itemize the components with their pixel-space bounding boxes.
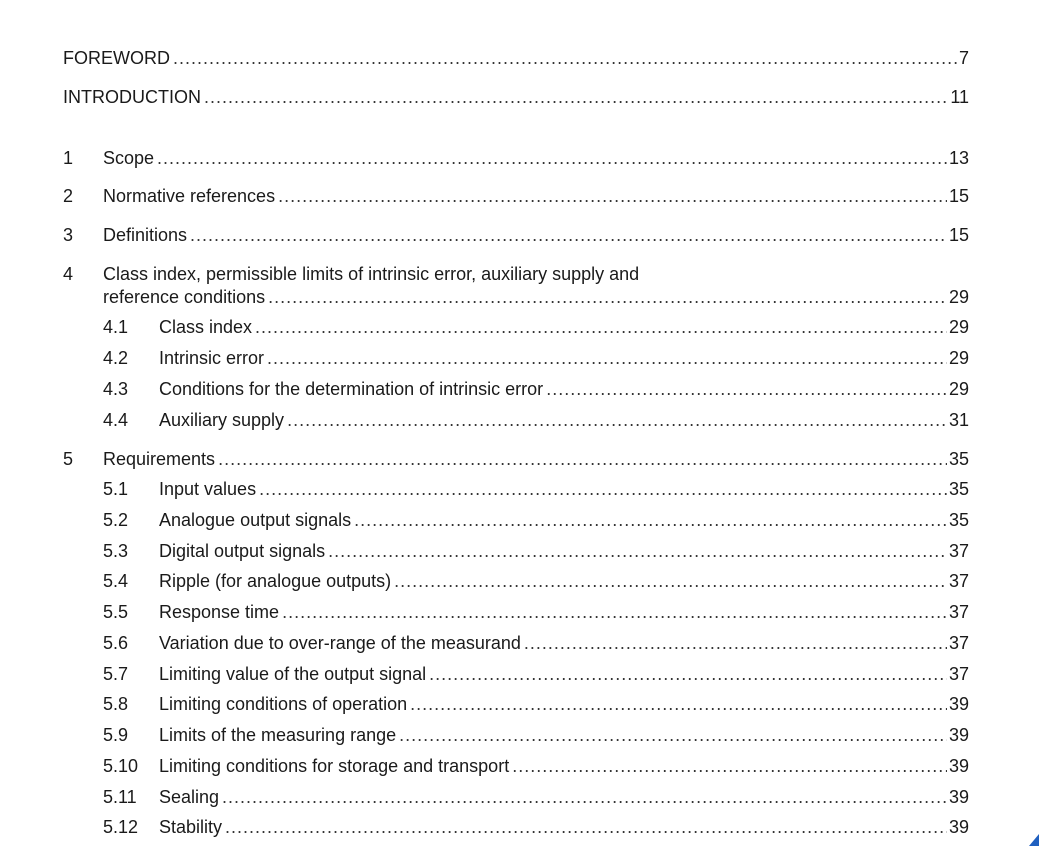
toc-page-number: 39 xyxy=(948,787,969,807)
toc-number: 4.2 xyxy=(103,348,129,368)
toc-title: INTRODUCTION xyxy=(63,85,204,109)
toc-leader xyxy=(328,539,947,563)
toc-number: 4.4 xyxy=(103,410,129,430)
toc-page-number: 39 xyxy=(948,817,969,837)
toc-number: 5.5 xyxy=(103,602,129,622)
toc-number: 3 xyxy=(63,225,74,245)
toc-entry-5-6[interactable] xyxy=(103,631,969,655)
toc-leader xyxy=(394,569,947,593)
toc-number: 5.3 xyxy=(103,541,129,561)
toc-title: Scope xyxy=(103,146,157,170)
toc-leader xyxy=(268,285,947,309)
toc-leader xyxy=(399,723,947,747)
toc-title: Ripple (for analogue outputs) xyxy=(159,569,394,593)
toc-page-number: 37 xyxy=(948,571,969,591)
toc-title: Analogue output signals xyxy=(159,508,354,532)
toc-leader xyxy=(524,631,947,655)
toc-title-continuation: reference conditions xyxy=(103,285,268,309)
toc-leader xyxy=(429,662,947,686)
page-corner-marker xyxy=(1029,834,1039,846)
toc-entry-4-2[interactable] xyxy=(103,346,969,370)
toc-number: 5.9 xyxy=(103,725,129,745)
toc-number: 4 xyxy=(63,264,74,284)
toc-page-number: 37 xyxy=(948,664,969,684)
toc-leader xyxy=(190,223,947,247)
toc-entry-4-1[interactable] xyxy=(103,315,969,339)
toc-number: 5.1 xyxy=(103,479,129,499)
toc-entry-5-1[interactable] xyxy=(103,477,969,501)
toc-leader xyxy=(255,315,947,339)
toc-title: Class index, permissible limits of intrinsic error, auxiliary supply and xyxy=(103,262,642,286)
toc-title: Auxiliary supply xyxy=(159,408,287,432)
toc-entry-5[interactable] xyxy=(63,447,969,471)
toc-number: 5.8 xyxy=(103,694,129,714)
toc-title: Definitions xyxy=(103,223,190,247)
toc-entry-5-2[interactable] xyxy=(103,508,969,532)
toc-leader xyxy=(410,692,947,716)
toc-leader xyxy=(225,815,947,839)
toc-leader xyxy=(173,46,957,70)
toc-title: Variation due to over-range of the measurand xyxy=(159,631,524,655)
toc-page-number: 35 xyxy=(948,479,969,499)
toc-entry-5-4[interactable] xyxy=(103,569,969,593)
toc-entry-5-8[interactable] xyxy=(103,692,969,716)
toc-page-number: 37 xyxy=(948,541,969,561)
toc-entry-3[interactable] xyxy=(63,223,969,247)
toc-number: 5 xyxy=(63,449,74,469)
toc-leader xyxy=(512,754,947,778)
toc-page-number: 37 xyxy=(948,602,969,622)
toc-number: 4.1 xyxy=(103,317,129,337)
toc-number: 5.10 xyxy=(103,756,139,776)
toc-number: 4.3 xyxy=(103,379,129,399)
toc-number: 5.7 xyxy=(103,664,129,684)
toc-title: Limiting conditions of operation xyxy=(159,692,410,716)
toc-page-number: 15 xyxy=(948,225,969,245)
toc-leader xyxy=(546,377,947,401)
toc-entry-5-9[interactable] xyxy=(103,723,969,747)
toc-entry-4-line1[interactable] xyxy=(63,262,969,286)
toc-title: Class index xyxy=(159,315,255,339)
toc-leader xyxy=(267,346,947,370)
toc-number: 5.2 xyxy=(103,510,129,530)
toc-title: Response time xyxy=(159,600,282,624)
toc-title: FOREWORD xyxy=(63,46,173,70)
toc-page-number: 29 xyxy=(948,317,969,337)
toc-page-number: 39 xyxy=(948,756,969,776)
toc-title: Limiting value of the output signal xyxy=(159,662,429,686)
toc-entry-introduction[interactable] xyxy=(63,85,969,109)
toc-entry-4-3[interactable] xyxy=(103,377,969,401)
toc-entry-5-5[interactable] xyxy=(103,600,969,624)
toc-title: Conditions for the determination of intrinsic error xyxy=(159,377,546,401)
toc-number: 1 xyxy=(63,148,74,168)
toc-entry-4-4[interactable] xyxy=(103,408,969,432)
toc-leader xyxy=(278,184,947,208)
toc-number: 5.4 xyxy=(103,571,129,591)
toc-title: Input values xyxy=(159,477,259,501)
toc-entry-1[interactable] xyxy=(63,146,969,170)
toc-leader xyxy=(222,785,947,809)
toc-entry-5-3[interactable] xyxy=(103,539,969,563)
toc-leader xyxy=(204,85,948,109)
toc-title: Requirements xyxy=(103,447,218,471)
toc-leader xyxy=(354,508,947,532)
toc-page-number: 29 xyxy=(948,287,969,307)
toc-page-number: 35 xyxy=(948,510,969,530)
toc-title: Sealing xyxy=(159,785,222,809)
toc-page-number: 29 xyxy=(948,379,969,399)
toc-entry-2[interactable] xyxy=(63,184,969,208)
toc-number: 2 xyxy=(63,186,74,206)
toc-page-number: 11 xyxy=(950,87,969,107)
toc-leader xyxy=(218,447,947,471)
toc-leader xyxy=(157,146,947,170)
toc-title: Limiting conditions for storage and transport xyxy=(159,754,512,778)
toc-title: Stability xyxy=(159,815,225,839)
toc-entry-5-12[interactable] xyxy=(103,815,969,839)
toc-page-number: 39 xyxy=(948,725,969,745)
toc-leader xyxy=(287,408,947,432)
toc-entry-5-11[interactable] xyxy=(103,785,969,809)
toc-leader xyxy=(259,477,947,501)
toc-page-number: 31 xyxy=(948,410,969,430)
toc-entry-foreword[interactable] xyxy=(63,46,969,70)
toc-title: Digital output signals xyxy=(159,539,328,563)
toc-entry-4-line2[interactable] xyxy=(103,285,969,309)
toc-entry-5-10[interactable] xyxy=(103,754,969,778)
toc-page-number: 13 xyxy=(948,148,969,168)
toc-title: Limits of the measuring range xyxy=(159,723,399,747)
toc-leader xyxy=(282,600,947,624)
toc-entry-5-7[interactable] xyxy=(103,662,969,686)
toc-number: 5.12 xyxy=(103,817,139,837)
toc-page-number: 7 xyxy=(958,48,969,68)
toc-page-number: 29 xyxy=(948,348,969,368)
toc-title: Intrinsic error xyxy=(159,346,267,370)
toc-title: Normative references xyxy=(103,184,278,208)
toc-page-number: 15 xyxy=(948,186,969,206)
toc-number: 5.6 xyxy=(103,633,129,653)
toc-page-number: 35 xyxy=(948,449,969,469)
toc-page-number: 39 xyxy=(948,694,969,714)
toc-page-number: 37 xyxy=(948,633,969,653)
toc-number: 5.11 xyxy=(103,787,137,807)
